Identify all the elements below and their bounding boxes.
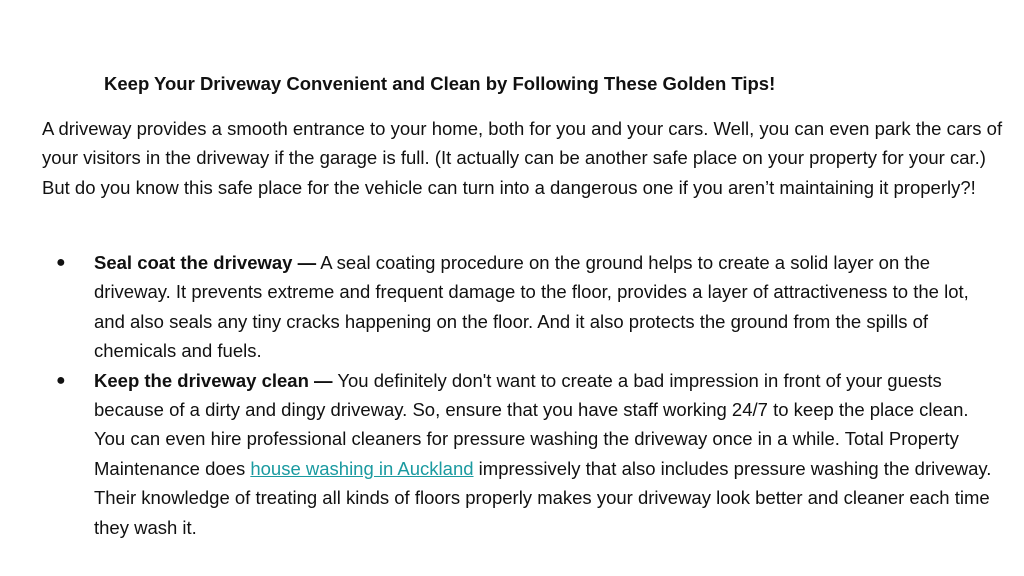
bullet-text: A seal coating procedure on the ground helps to create a solid layer on the driveway. It prevents extreme and frequent damage to the floor, provides a layer of attractiveness to the lot, and also seals any tiny cracks happening on the floor. And it also protects the ground from the spills of chemicals and fuels. bbox=[94, 252, 969, 362]
intro-paragraph: A driveway provides a smooth entrance to your home, both for you and your cars. Well, you can even park the cars of your visitors in the driveway if the garage is full. (It actually can be another safe place on your property for your car.) But do you know this safe place for the vehicle can turn into a dangerous one if you aren’t maintaining it properly?! bbox=[42, 118, 1003, 198]
bullet-heading: Seal coat the driveway — bbox=[94, 252, 317, 273]
list-item-keep-clean bbox=[0, 366, 999, 542]
document-title: Keep Your Driveway Convenient and Clean by Following These Golden Tips! bbox=[104, 73, 776, 94]
house-washing-link[interactable]: house washing in Auckland bbox=[250, 457, 474, 479]
bullet-icon: ● bbox=[56, 371, 66, 389]
bullet-heading: Keep the driveway clean — bbox=[94, 369, 333, 391]
bullet-text-continued: impressively that also includes pressure washing the driveway. Their knowledge of treating all kinds of floors properly makes your driveway look better and cleaner each time they wash it. bbox=[94, 457, 992, 538]
tips-list bbox=[0, 248, 1024, 542]
bullet-icon: ● bbox=[56, 254, 66, 271]
list-item-seal-coat bbox=[0, 248, 999, 366]
bullet-text: You definitely don't want to create a bad impression in front of your guests because of a dirty and dingy driveway. So, ensure that you have staff working 24/7 to keep the place clean. You can even hire professional cleaners for pressure washing the driveway once in a while. Total Property Maintenance does bbox=[94, 369, 969, 479]
